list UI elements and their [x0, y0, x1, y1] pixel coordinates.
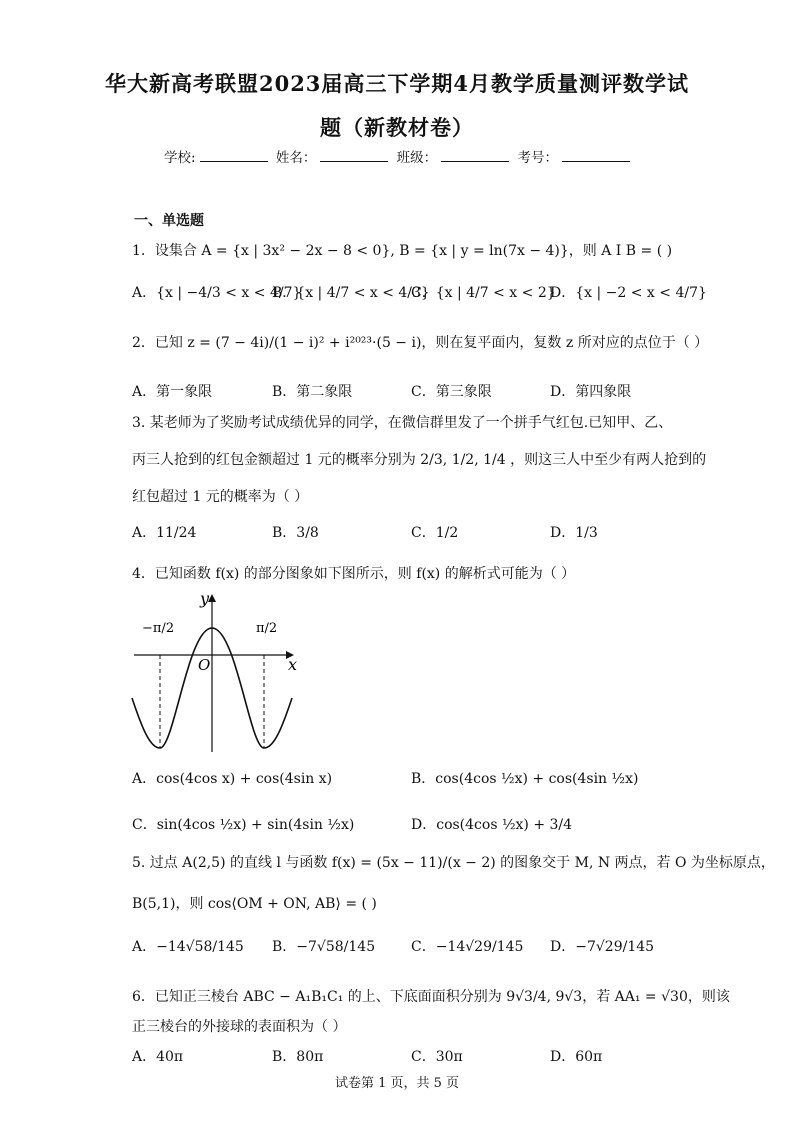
page-footer: 试卷第 1 页，共 5 页	[334, 1076, 460, 1091]
q5-option-d: D．−7√29/145	[550, 939, 655, 955]
class-label: 班级：	[396, 150, 438, 166]
y-axis-label: y	[200, 589, 210, 608]
q2-option-d: D．第四象限	[550, 384, 632, 400]
student-info-row	[0, 146, 794, 166]
number-blank	[562, 149, 630, 162]
q3-option-c: C．1/2	[411, 525, 459, 541]
q2-option-a: A．第一象限	[132, 384, 213, 400]
q3-option-a: A．11/24	[132, 525, 197, 541]
number-label: 考号：	[517, 150, 558, 166]
q3-line-2: 丙三人抢到的红包金额超过 1 元的概率分别为 2/3, 1/2, 1/4 ，则这三人中至少有两人抢到的	[132, 452, 707, 468]
right-tick-label: π/2	[256, 621, 278, 636]
q6-option-d: D．60π	[550, 1049, 603, 1065]
q2-stem: 2．已知 z = (7 − 4i)/(1 − i)² + i²⁰²³·(5 − i)，则在复平面内，复数 z 所对应的点位于（ ）	[132, 335, 709, 351]
q4-function-graph	[128, 588, 308, 760]
left-tick-label: −π/2	[142, 621, 175, 636]
name-label: 姓名：	[275, 150, 317, 166]
q3-option-b: B．3/8	[272, 525, 319, 541]
y-axis-arrow-icon	[208, 594, 216, 602]
q2-option-b: B．第二象限	[272, 384, 353, 400]
q5-option-a: A．−14√58/145	[132, 939, 244, 955]
school-label: 学校:	[164, 150, 196, 166]
q4-option-d: D．cos(4cos ½x) + 3/4	[411, 817, 573, 833]
name-blank	[320, 149, 388, 162]
q6-line-2: 正三棱台的外接球的表面积为（ ）	[132, 1019, 347, 1035]
class-blank	[441, 149, 509, 162]
q5-line-2: B(5,1)，则 cos⟨OM + ON, AB⟩ = ( )	[132, 896, 377, 912]
school-blank	[200, 149, 268, 162]
q4-option-b: B．cos(4cos ½x) + cos(4sin ½x)	[411, 771, 639, 787]
origin-label: O	[198, 656, 211, 674]
q6-line-1: 6．已知正三棱台 ABC − A₁B₁C₁ 的上、下底面面积分别为 9√3/4, 9√3，若 AA₁ = √30，则该	[132, 989, 730, 1005]
q5-line-1: 5. 过点 A(2,5) 的直线 l 与函数 f(x) = (5x − 11)/(x − 2) 的图象交于 M, N 两点，若 O 为坐标原点，	[132, 855, 775, 871]
section-heading: 一、单选题	[134, 213, 204, 229]
q6-option-b: B．80π	[272, 1049, 324, 1065]
q3-line-1: 3. 某老师为了奖励考试成绩优异的同学，在微信群里发了一个拼手气红包.已知甲、乙、	[132, 415, 673, 431]
q3-option-d: D．1/3	[550, 525, 598, 541]
x-axis-label: x	[288, 655, 298, 674]
q1-option-b: B．{x | 4/7 < x < 4/3}	[272, 285, 430, 301]
q2-option-c: C．第三象限	[411, 384, 492, 400]
q1-stem: 1．设集合 A = {x | 3x² − 2x − 8 < 0}, B = {x | y = ln(7x − 4)}，则 A I B = ( )	[132, 243, 673, 259]
q4-option-c: C．sin(4cos ½x) + sin(4sin ½x)	[132, 817, 355, 833]
q5-option-b: B．−7√58/145	[272, 939, 376, 955]
q4-option-a: A．cos(4cos x) + cos(4sin x)	[132, 771, 333, 787]
q1-option-c: C．{x | 4/7 < x < 2}	[411, 285, 556, 301]
q6-option-c: C．30π	[411, 1049, 463, 1065]
q5-option-c: C．−14√29/145	[411, 939, 524, 955]
q6-option-a: A．40π	[132, 1049, 184, 1065]
q1-option-a: A．{x | −4/3 < x < 4/7}	[132, 285, 302, 301]
q4-stem: 4．已知函数 f(x) 的部分图象如下图所示，则 f(x) 的解析式可能为（ ）	[132, 566, 576, 582]
title-line-2: 题（新教材卷）	[320, 115, 474, 140]
q1-option-d: D．{x | −2 < x < 4/7}	[550, 285, 707, 301]
title-line-1: 华大新高考联盟2023届高三下学期4月教学质量测评数学试	[104, 71, 690, 96]
q3-line-3: 红包超过 1 元的概率为（ ）	[132, 489, 309, 505]
